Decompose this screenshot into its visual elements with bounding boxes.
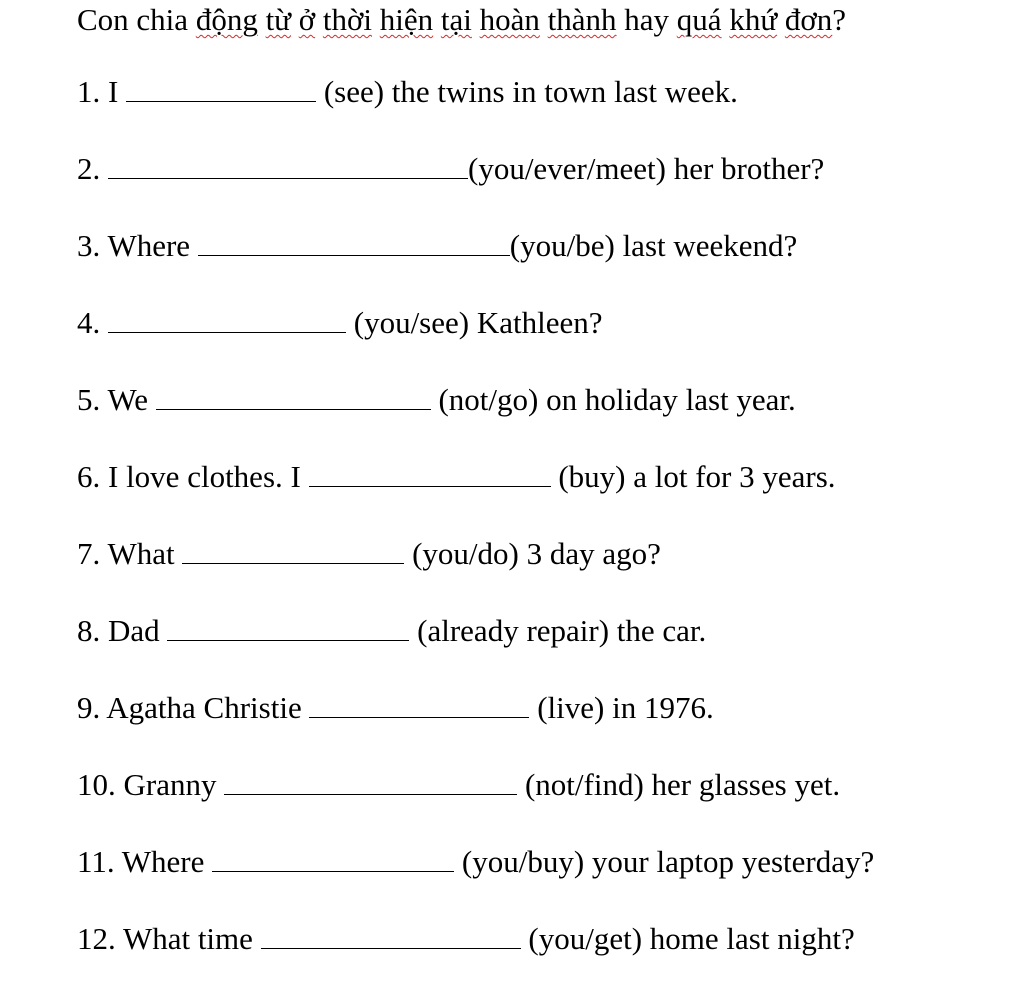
verb-hint: (not/go) on holiday last year. <box>430 382 796 417</box>
verb-hint: (not/find) her glasses yet. <box>517 767 841 802</box>
answer-blank[interactable] <box>126 79 316 102</box>
title-word-flagged: hoàn <box>479 2 540 37</box>
verb-hint: (already repair) the car. <box>409 613 707 648</box>
exercise-prefix: 2. <box>77 151 108 186</box>
answer-blank[interactable] <box>167 618 409 641</box>
exercise-prefix: 11. Where <box>77 844 213 879</box>
answer-blank[interactable] <box>108 156 468 179</box>
exercise-item <box>77 151 824 187</box>
answer-blank[interactable] <box>156 387 431 410</box>
exercise-item <box>77 228 797 264</box>
exercise-item <box>77 382 796 418</box>
answer-blank[interactable] <box>224 772 517 795</box>
verb-hint: (live) in 1976. <box>529 690 714 725</box>
exercise-prefix: 3. Where <box>77 228 198 263</box>
verb-hint: (you/see) Kathleen? <box>346 305 603 340</box>
exercise-prefix: 6. I love clothes. I <box>77 459 309 494</box>
exercise-item <box>77 536 661 572</box>
exercise-item <box>77 459 836 495</box>
verb-hint: (you/ever/meet) her brother? <box>468 151 825 186</box>
title-text <box>433 2 441 37</box>
answer-blank[interactable] <box>309 464 551 487</box>
title-word-flagged: động <box>195 2 258 37</box>
exercise-item <box>77 767 840 803</box>
exercise-prefix: 5. We <box>77 382 156 417</box>
answer-blank[interactable] <box>182 541 404 564</box>
title-text <box>777 2 785 37</box>
exercise-item <box>77 844 874 880</box>
answer-blank[interactable] <box>198 233 510 256</box>
exercise-item <box>77 305 603 341</box>
title-word-flagged: khứ <box>729 2 778 37</box>
exercise-prefix: 9. Agatha Christie <box>77 690 310 725</box>
verb-hint: (you/get) home last night? <box>520 921 855 956</box>
title-word-flagged: thời <box>322 2 373 37</box>
verb-hint: (you/buy) your laptop yesterday? <box>454 844 875 879</box>
title-word-flagged: hiện <box>379 2 434 37</box>
verb-hint: (see) the twins in town last week. <box>316 74 738 109</box>
title-text: ? <box>832 2 847 37</box>
title-word-flagged: quá <box>676 2 722 37</box>
title-text: hay <box>616 2 677 37</box>
exercise-prefix: 12. What time <box>77 921 261 956</box>
title-text: Con chia <box>77 2 196 37</box>
title-word-flagged: đơn <box>784 2 833 37</box>
title-text <box>372 2 380 37</box>
answer-blank[interactable] <box>212 849 454 872</box>
title-text <box>315 2 323 37</box>
answer-blank[interactable] <box>309 695 529 718</box>
answer-blank[interactable] <box>108 310 346 333</box>
verb-hint: (you/do) 3 day ago? <box>404 536 661 571</box>
exercise-prefix: 8. Dad <box>77 613 168 648</box>
exercise-item <box>77 613 706 649</box>
verb-hint: (you/be) last weekend? <box>509 228 798 263</box>
exercise-item <box>77 74 738 110</box>
exercise-item <box>77 921 855 957</box>
exercise-prefix: 10. Granny <box>77 767 225 802</box>
title-word-flagged: tại <box>440 2 472 37</box>
verb-hint: (buy) a lot for 3 years. <box>550 459 836 494</box>
title-text <box>472 2 480 37</box>
worksheet-title <box>77 2 846 38</box>
title-text <box>258 2 266 37</box>
title-text <box>540 2 548 37</box>
title-text <box>291 2 299 37</box>
exercise-prefix: 4. <box>77 305 108 340</box>
exercise-item <box>77 690 714 726</box>
exercise-prefix: 7. What <box>77 536 183 571</box>
title-word-flagged: thành <box>547 2 617 37</box>
title-word-flagged: từ <box>265 2 291 37</box>
answer-blank[interactable] <box>261 926 521 949</box>
title-word-flagged: ở <box>298 2 316 37</box>
exercise-prefix: 1. I <box>77 74 127 109</box>
